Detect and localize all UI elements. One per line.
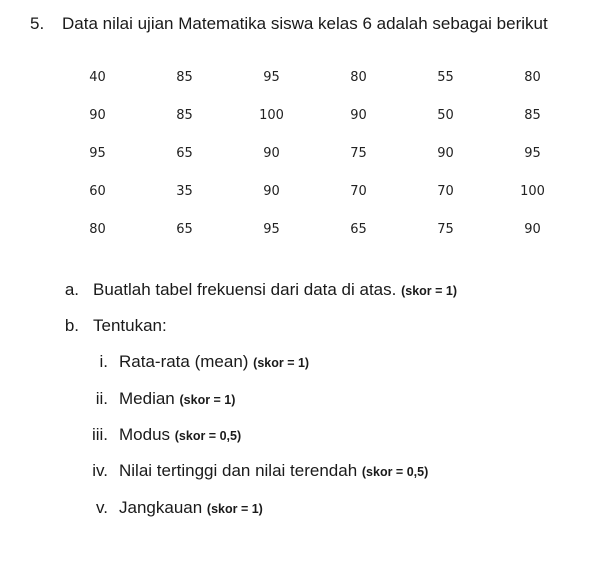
table-cell: 90 [263, 183, 280, 199]
list-marker: b. [64, 316, 79, 335]
table-row [54, 210, 576, 248]
question-number: 5. [30, 14, 45, 33]
table-cell: 60 [89, 183, 106, 199]
table-row [54, 134, 576, 172]
score-note: (skor = 0,5) [174, 429, 242, 443]
item-label [119, 389, 235, 409]
item-label [93, 280, 457, 300]
table-cell: 100 [520, 183, 545, 199]
table-cell: 50 [437, 107, 454, 123]
list-marker: v. [96, 498, 108, 517]
item-label [119, 425, 241, 445]
table-cell: 90 [437, 145, 454, 161]
table-cell: 85 [524, 107, 541, 123]
table-cell: 80 [524, 69, 541, 85]
table-cell: 75 [350, 145, 367, 161]
table-cell: 90 [524, 221, 541, 237]
list-marker: a. [64, 280, 79, 299]
list-marker: iii. [91, 425, 108, 444]
table-cell: 70 [437, 183, 454, 199]
table-row [54, 96, 576, 134]
item-text: Jangkauan [119, 498, 203, 517]
table-row [54, 172, 576, 210]
score-note: (skor = 0,5) [361, 465, 429, 479]
question-text: Data nilai ujian Matematika siswa kelas 6 adalah sebagai berikut [62, 14, 548, 33]
item-label [93, 316, 167, 336]
item-label [119, 498, 263, 518]
score-data-table [54, 58, 576, 248]
table-cell: 35 [176, 183, 193, 199]
table-cell: 65 [176, 145, 193, 161]
item-text: Rata-rata (mean) [119, 352, 249, 371]
score-note: (skor = 1) [206, 502, 263, 516]
table-cell: 40 [89, 69, 106, 85]
table-cell: 85 [176, 107, 193, 123]
table-cell: 100 [259, 107, 284, 123]
table-cell: 85 [176, 69, 193, 85]
item-text: Nilai tertinggi dan nilai terendah [119, 461, 358, 480]
item-label [119, 461, 428, 481]
table-cell: 65 [176, 221, 193, 237]
table-cell: 95 [89, 145, 106, 161]
table-cell: 80 [89, 221, 106, 237]
list-marker: ii. [95, 389, 108, 408]
item-text: Buatlah tabel frekuensi dari data di atas. [93, 280, 397, 299]
item-text: Median [119, 389, 175, 408]
list-marker: iv. [92, 461, 108, 480]
table-cell: 95 [524, 145, 541, 161]
score-note: (skor = 1) [253, 356, 310, 370]
item-text: Modus [119, 425, 171, 444]
table-cell: 90 [350, 107, 367, 123]
table-cell: 70 [350, 183, 367, 199]
score-note: (skor = 1) [401, 284, 458, 298]
item-label [119, 352, 309, 372]
item-text: Tentukan: [93, 316, 167, 335]
table-cell: 55 [437, 69, 454, 85]
table-cell: 90 [263, 145, 280, 161]
table-cell: 90 [89, 107, 106, 123]
table-cell: 95 [263, 69, 280, 85]
score-note: (skor = 1) [179, 393, 236, 407]
table-cell: 65 [350, 221, 367, 237]
table-cell: 80 [350, 69, 367, 85]
table-row [54, 58, 576, 96]
table-cell: 75 [437, 221, 454, 237]
table-cell: 95 [263, 221, 280, 237]
list-marker: i. [99, 352, 108, 371]
